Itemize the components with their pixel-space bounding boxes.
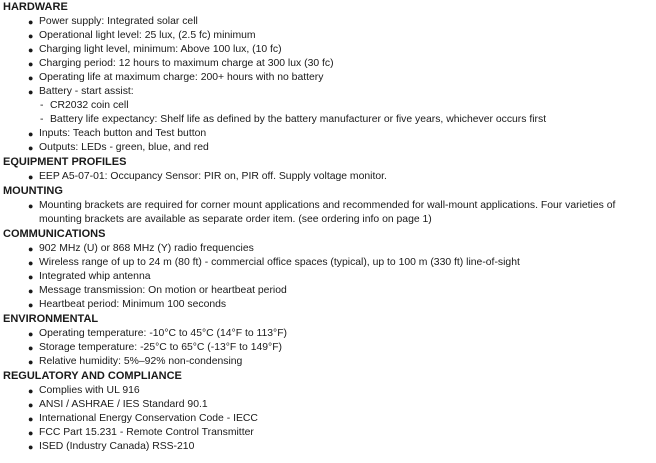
regulatory-list [3,384,653,454]
list-item: ● FCC Part 15.231 - Remote Control Transmitter [28,427,254,438]
section-hardware [3,0,653,155]
list-item: ● Power supply: Integrated solar cell [28,16,198,27]
list-item: ● Operating life at maximum charge: 200+ hours with no battery [28,72,324,83]
bullet-icon: ● [28,129,34,139]
section-regulatory [3,369,653,454]
list-item: ● Message transmission: On motion or heartbeat period [28,285,287,296]
bullet-icon: ● [28,73,34,83]
sub-list-item: - Battery life expectancy: Shelf life as defined by the battery manufacturer or five years, whichever occurs first [40,114,547,125]
bullet-icon: ● [28,172,34,182]
bullet-icon: ● [28,286,34,296]
communications-list [3,242,653,312]
list-item: ● Relative humidity: 5%–92% non-condensing [28,356,243,367]
bullet-icon: ● [28,329,34,339]
bullet-icon: ● [28,17,34,27]
list-item: ● 902 MHz (U) or 868 MHz (Y) radio frequencies [28,243,254,254]
list-item: ● Outputs: LEDs - green, blue, and red [28,142,209,153]
environmental-list [3,327,653,369]
bullet-icon: ● [28,258,34,268]
bullet-icon: ● [28,272,34,282]
list-item: ● Wireless range of up to 24 m (80 ft) - commercial office spaces (typical), up to 100 m (330 ft) line-of-sight [28,257,520,268]
bullet-icon: ● [28,244,34,254]
spec-document [3,0,653,454]
section-equipment-profiles [3,155,653,184]
bullet-icon: ● [28,442,34,452]
list-item: ● ANSI / ASHRAE / IES Standard 90.1 [28,399,208,410]
bullet-icon: ● [28,343,34,353]
section-title-regulatory: REGULATORY AND COMPLIANCE [3,370,182,382]
bullet-icon: ● [28,59,34,69]
list-item: ● Operational light level: 25 lux, (2.5 fc) minimum [28,30,256,41]
section-title-mounting: MOUNTING [3,185,63,197]
section-title-environmental: ENVIRONMENTAL [3,313,99,325]
list-item: ● Integrated whip antenna [28,271,151,282]
bullet-icon: ● [28,143,34,153]
list-item: ● Operating temperature: -10°C to 45°C (14°F to 113°F) [28,328,288,339]
section-communications [3,227,653,312]
section-title-communications: COMMUNICATIONS [3,228,106,240]
list-item: ● ISED (Industry Canada) RSS-210 [28,441,195,452]
bullet-icon: ● [28,414,34,424]
bullet-icon: ● [28,300,34,310]
bullet-icon: ● [28,31,34,41]
bullet-icon: ● [28,87,34,97]
bullet-icon: ● [28,357,34,367]
section-title-equipment-profiles: EQUIPMENT PROFILES [3,156,127,168]
list-item: ● EEP A5-07-01: Occupancy Sensor: PIR on, PIR off. Supply voltage monitor. [28,171,387,182]
sub-list-item: - CR2032 coin cell [40,100,129,111]
list-item: ● Storage temperature: -25°C to 65°C (-13°F to 149°F) [28,342,283,353]
bullet-icon: ● [28,386,34,396]
mounting-list [3,199,653,227]
list-item: ● International Energy Conservation Code - IECC [28,413,258,424]
bullet-icon: ● [28,45,34,55]
section-mounting [3,184,653,227]
section-title-hardware: HARDWARE [3,1,68,13]
list-item: ● Complies with UL 916 [28,385,140,396]
list-item: ● Mounting brackets are required for corner mount applications and recommended for wall-mount applications. Four varieties of mounting brackets are available as separate order item. (see ordering info on page 1) [28,200,616,225]
list-item: ● Inputs: Teach button and Test button [28,128,207,139]
list-item: ● Heartbeat period: Minimum 100 seconds [28,299,227,310]
dash-icon: - [40,100,44,111]
list-item: ● Charging light level, minimum: Above 100 lux, (10 fc) [28,44,282,55]
equipment-profiles-list [3,170,653,184]
list-item: ● Charging period: 12 hours to maximum charge at 300 lux (30 fc) [28,58,334,69]
bullet-icon: ● [28,428,34,438]
bullet-icon: ● [28,201,34,211]
list-item: ● Battery - start assist: [28,86,134,97]
dash-icon: - [40,114,44,125]
bullet-icon: ● [28,400,34,410]
hardware-list [3,15,653,155]
section-environmental [3,312,653,369]
